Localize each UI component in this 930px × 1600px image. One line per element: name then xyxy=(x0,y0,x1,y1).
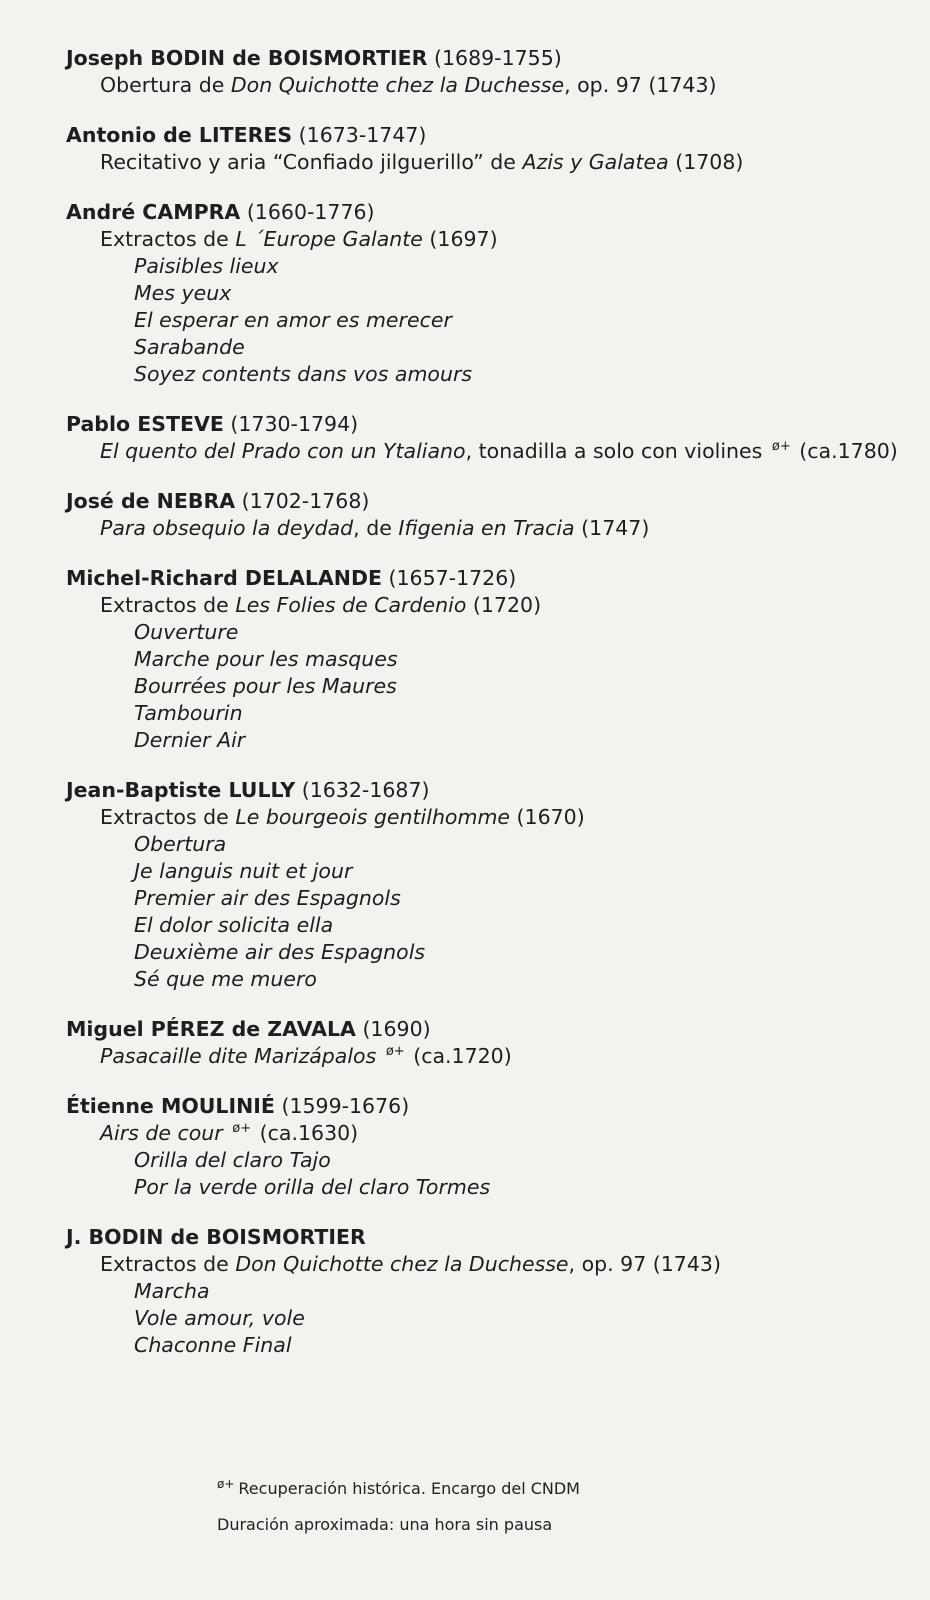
historical-recovery-marker: ø+ xyxy=(232,1121,252,1137)
work-line xyxy=(66,438,906,465)
movement-item: Ouverture xyxy=(134,620,239,644)
work-suffix: (1670) xyxy=(510,805,585,829)
work-prefix: Extractos de xyxy=(100,1252,236,1276)
footnote-marker: ø+ xyxy=(217,1476,235,1491)
movement-item: Tambourin xyxy=(134,701,243,725)
work-date: (ca.1630) xyxy=(259,1121,359,1145)
movement-item: Mes yeux xyxy=(134,281,232,305)
composer-name: J. BODIN de BOISMORTIER xyxy=(66,1225,366,1249)
composer-dates: (1690) xyxy=(362,1017,431,1041)
work-title: Para obsequio la deydad xyxy=(100,516,354,540)
footnote-recovery xyxy=(217,1477,580,1501)
work-title: El quento del Prado con un Ytaliano xyxy=(100,439,466,463)
movement-item: Deuxième air des Espagnols xyxy=(134,940,426,964)
composer-dates: (1660-1776) xyxy=(246,200,375,224)
movement-item: Orilla del claro Tajo xyxy=(134,1148,331,1172)
work-prefix: Recitativo y aria “Confiado jilguerillo” de xyxy=(100,150,523,174)
movement-item: Sé que me muero xyxy=(134,967,317,991)
composer-dates: (1673-1747) xyxy=(298,123,427,147)
work-line xyxy=(66,515,906,542)
composer-entry xyxy=(66,565,906,754)
movement-item: El esperar en amor es merecer xyxy=(134,308,452,332)
movement-item: Dernier Air xyxy=(134,728,246,752)
movement-item: Paisibles lieux xyxy=(134,254,279,278)
work-line xyxy=(66,804,906,831)
work-line xyxy=(66,1043,906,1070)
movement-item: Marcha xyxy=(134,1279,210,1303)
movement-item: Obertura xyxy=(134,832,227,856)
composer-line xyxy=(66,122,906,149)
composer-name: Jean-Baptiste LULLY xyxy=(66,778,296,802)
work-title: Don Quichotte chez la Duchesse xyxy=(235,1252,569,1276)
composer-entry xyxy=(66,1093,906,1201)
movement-item: Por la verde orilla del claro Tormes xyxy=(134,1175,491,1199)
composer-line xyxy=(66,1016,906,1043)
movement-item: Sarabande xyxy=(134,335,245,359)
work-suffix: (1708) xyxy=(668,150,744,174)
work-suffix: (1697) xyxy=(422,227,498,251)
work-suffix: , de xyxy=(353,516,399,540)
work-title: Azis y Galatea xyxy=(522,150,669,174)
work-date: (1747) xyxy=(581,516,650,540)
work-suffix: , tonadilla a solo con violines xyxy=(465,439,763,463)
work-title: Le bourgeois gentilhomme xyxy=(235,805,511,829)
composer-dates: (1702-1768) xyxy=(241,489,370,513)
composer-entry xyxy=(66,488,906,542)
work-title: Pasacaille dite Marizápalos xyxy=(100,1044,377,1068)
composer-line xyxy=(66,45,906,72)
composer-name: José de NEBRA xyxy=(66,489,236,513)
work-prefix: Obertura de xyxy=(100,73,231,97)
composer-dates: (1657-1726) xyxy=(388,566,517,590)
composer-name: Michel-Richard DELALANDE xyxy=(66,566,382,590)
composer-name: André CAMPRA xyxy=(66,200,241,224)
work-suffix: , op. 97 (1743) xyxy=(568,1252,721,1276)
footnotes xyxy=(217,1477,580,1537)
composer-entry xyxy=(66,45,906,99)
work-prefix: Extractos de xyxy=(100,805,236,829)
work-line xyxy=(66,226,906,253)
historical-recovery-marker: ø+ xyxy=(385,1044,405,1060)
work-date: (ca.1720) xyxy=(413,1044,512,1068)
work-title: Airs de cour xyxy=(100,1121,223,1145)
composer-name: Pablo ESTEVE xyxy=(66,412,224,436)
composer-line xyxy=(66,1224,906,1251)
movement-item: Je languis nuit et jour xyxy=(134,859,353,883)
composer-name: Antonio de LITERES xyxy=(66,123,293,147)
movement-item: Soyez contents dans vos amours xyxy=(134,362,473,386)
work-line xyxy=(66,72,906,99)
composer-entry xyxy=(66,122,906,176)
work-suffix: , op. 97 (1743) xyxy=(564,73,717,97)
composer-line xyxy=(66,199,906,226)
work-line xyxy=(66,149,906,176)
composer-line xyxy=(66,777,906,804)
movement-item: Premier air des Espagnols xyxy=(134,886,401,910)
footnote-duration: Duración aproximada: una hora sin pausa xyxy=(217,1515,553,1534)
composer-line xyxy=(66,1093,906,1120)
historical-recovery-marker: ø+ xyxy=(771,439,791,455)
composer-entry xyxy=(66,1224,906,1359)
work-line xyxy=(66,592,906,619)
composer-line xyxy=(66,488,906,515)
work-title-secondary: Ifigenia en Tracia xyxy=(398,516,575,540)
work-title: Don Quichotte chez la Duchesse xyxy=(230,73,565,97)
composer-entry xyxy=(66,199,906,388)
composer-line xyxy=(66,411,906,438)
composer-entry xyxy=(66,777,906,993)
footnote-recovery-text: Recuperación histórica. Encargo del CNDM xyxy=(238,1479,580,1498)
composer-dates: (1689-1755) xyxy=(434,46,562,70)
work-date: (ca.1780) xyxy=(799,439,898,463)
movement-item: Vole amour, vole xyxy=(134,1306,305,1330)
composer-name: Joseph BODIN de BOISMORTIER xyxy=(66,46,428,70)
composer-dates: (1730-1794) xyxy=(230,412,359,436)
work-prefix: Extractos de xyxy=(100,593,236,617)
composer-dates: (1632-1687) xyxy=(301,778,430,802)
composer-name: Miguel PÉREZ de ZAVALA xyxy=(66,1017,356,1041)
movement-item: El dolor solicita ella xyxy=(134,913,334,937)
composer-dates: (1599-1676) xyxy=(281,1094,410,1118)
composer-entry xyxy=(66,1016,906,1070)
work-title: L ´Europe Galante xyxy=(235,227,423,251)
composer-name: Étienne MOULINIÉ xyxy=(66,1094,275,1118)
composer-line xyxy=(66,565,906,592)
work-title: Les Folies de Cardenio xyxy=(235,593,467,617)
concert-program xyxy=(66,45,906,1382)
composer-entry xyxy=(66,411,906,465)
work-prefix: Extractos de xyxy=(100,227,236,251)
movement-item: Bourrées pour les Maures xyxy=(134,674,397,698)
work-line xyxy=(66,1251,906,1278)
movement-item: Marche pour les masques xyxy=(134,647,398,671)
movement-item: Chaconne Final xyxy=(134,1333,292,1357)
work-suffix: (1720) xyxy=(466,593,542,617)
work-line xyxy=(66,1120,906,1147)
